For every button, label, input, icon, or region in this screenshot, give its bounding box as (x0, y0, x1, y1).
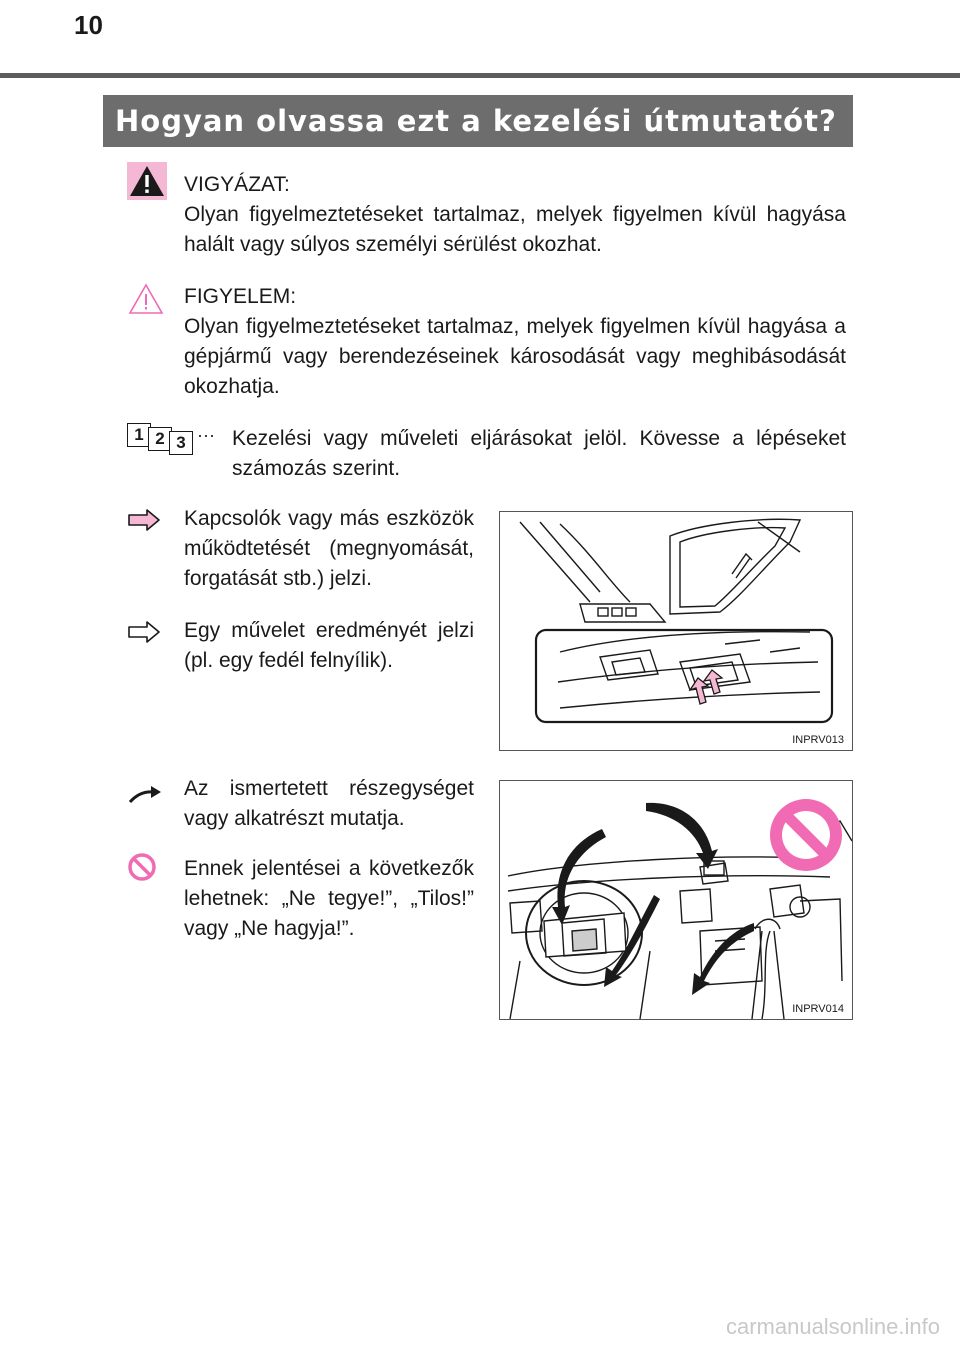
steps-number-icon (127, 423, 217, 453)
caution-text: Olyan figyelmeztetéseket tartalmaz, melyek figyelmen kívül hagyása a gépjármű vagy berendezéseinek károsodását vagy meghibásodását okozhatja. (184, 315, 846, 398)
result-text: Egy művelet eredményét jelzi (pl. egy fedél felnyílik). (184, 619, 474, 672)
caution-heading: FIGYELEM: (184, 285, 297, 308)
pointer-text: Az ismertetett részegységet vagy alkatrészt mutatja. (184, 777, 474, 830)
operate-arrow-icon (127, 508, 161, 532)
operate-text: Kapcsolók vagy más eszközök működtetését (megnyomását, forgatását stb.) jelzi. (184, 507, 474, 590)
prohibit-text: Ennek jelentései a következők lehetnek: „Ne tegye!”, „Tilos!” vagy „Ne hagyja!”. (184, 857, 474, 940)
steps-ellipsis: ··· (197, 425, 215, 445)
prohibit-icon (127, 852, 157, 882)
figure-sunroof-switch (499, 511, 853, 751)
warning-heading: VIGYÁZAT: (184, 173, 290, 196)
page-number: 10 (74, 10, 103, 40)
warning-text: Olyan figyelmeztetéseket tartalmaz, melyek figyelmen kívül hagyása halált vagy súlyos személyi sérülést okozhat. (184, 203, 846, 256)
result-arrow-icon (127, 620, 161, 644)
caution-triangle-icon (127, 282, 165, 316)
step-label-1: 1 (127, 423, 151, 447)
step-label-3: 3 (169, 431, 193, 455)
step-label-2: 2 (148, 427, 172, 451)
warning-block (184, 170, 846, 260)
section-title: Hogyan olvassa ezt a kezelési útmutatót? (103, 95, 853, 147)
pointer-arrow-icon (127, 784, 163, 806)
figure-code-1: INPRV013 (792, 734, 844, 746)
sunroof-switch-illustration (500, 512, 853, 751)
steps-text: Kezelési vagy műveleti eljárásokat jelöl. Kövesse a lépéseket számozás szerint. (232, 427, 846, 480)
warning-triangle-icon (127, 162, 167, 200)
caution-block (184, 282, 846, 402)
footer-watermark: carmanualsonline.info (725, 1314, 940, 1339)
dashboard-illustration (500, 781, 853, 1020)
figure-code-2: INPRV014 (792, 1003, 844, 1015)
figure-dashboard-prohibit (499, 780, 853, 1020)
top-rule (0, 73, 960, 78)
